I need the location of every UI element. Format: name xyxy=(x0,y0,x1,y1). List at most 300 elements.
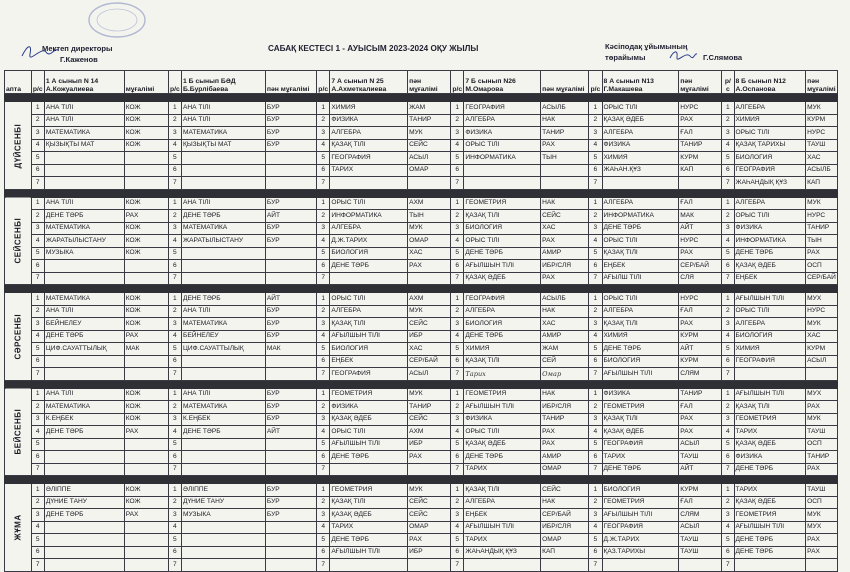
subject-cell: АЛГЕБРА xyxy=(602,197,679,210)
teacher-cell: ТЫН xyxy=(806,235,838,248)
lesson-number: 5 xyxy=(589,152,602,165)
subject-cell: МУЗЫКА xyxy=(44,247,124,260)
teacher-cell xyxy=(806,559,838,572)
subject-cell: ЖАРАТЫЛЫСТАНУ xyxy=(182,235,266,248)
teacher-cell: РАХ xyxy=(806,247,838,260)
teacher-cell: БУР xyxy=(265,496,316,509)
subject-cell: МАТЕМАТИКА xyxy=(182,222,266,235)
subject-cell xyxy=(44,355,124,368)
lesson-number: 1 xyxy=(168,197,181,210)
subject-cell: ИНФОРМАТИКА xyxy=(734,235,806,248)
lesson-number: 4 xyxy=(168,139,181,152)
teacher-cell: РАХ xyxy=(541,426,589,439)
lesson-number: 1 xyxy=(317,388,330,401)
lesson-number: 6 xyxy=(317,546,330,559)
table-row xyxy=(5,355,838,368)
teacher-cell: СЕЙС xyxy=(408,413,451,426)
lesson-number: 5 xyxy=(589,534,602,547)
table-row xyxy=(5,496,838,509)
subject-cell: ТАРИХ xyxy=(734,484,806,497)
teacher-cell: БУР xyxy=(265,114,316,127)
lesson-number: 2 xyxy=(589,496,602,509)
subject-cell: ҚАЗАҚ ӘДЕБ xyxy=(734,438,806,451)
subject-cell: ГЕОГРАФИЯ xyxy=(464,293,541,306)
lesson-number: 6 xyxy=(589,451,602,464)
table-row xyxy=(5,210,838,223)
class-header: 8 А сынып N13 Г.Макашева xyxy=(602,71,679,94)
teacher-cell xyxy=(265,546,316,559)
teacher-cell: МАК xyxy=(679,210,722,223)
day-separator xyxy=(5,94,838,102)
teacher-cell: КУРМ xyxy=(679,152,722,165)
subject-cell: ҚАЗАҚ ТІЛІ xyxy=(330,139,408,152)
lesson-number: 6 xyxy=(31,260,44,273)
subject-cell: ҚАЗАҚ ӘДЕБ xyxy=(330,413,408,426)
lesson-number: 6 xyxy=(31,164,44,177)
lesson-number: 6 xyxy=(168,355,181,368)
lesson-number: 1 xyxy=(317,293,330,306)
subject-cell: Д.Ж.ТАРИХ xyxy=(602,534,679,547)
subject-cell: Тарих xyxy=(464,368,541,381)
subject-cell xyxy=(44,177,124,190)
lesson-number: 4 xyxy=(168,521,181,534)
subject-cell: ОРЫС ТІЛІ xyxy=(734,305,806,318)
table-row xyxy=(5,451,838,464)
teacher-cell: ТАУШ xyxy=(806,484,838,497)
lesson-number: 2 xyxy=(31,210,44,223)
teacher-cell: НАК xyxy=(541,197,589,210)
day-label: ДҮЙСЕНБІ xyxy=(5,102,32,190)
teacher-cell: АМИР xyxy=(541,247,589,260)
lesson-number: 7 xyxy=(31,177,44,190)
lesson-number: 1 xyxy=(31,293,44,306)
lesson-number: 6 xyxy=(451,355,464,368)
teacher-cell: КАП xyxy=(806,177,838,190)
subject-cell: ДЕНЕ ТӘРБ xyxy=(464,330,541,343)
subject-cell xyxy=(182,559,266,572)
teacher-cell xyxy=(265,164,316,177)
subject-cell: АНА ТІЛІ xyxy=(182,102,266,115)
separator-bar xyxy=(5,189,838,197)
subject-cell: ДЕНЕ ТӘРБ xyxy=(602,343,679,356)
lesson-number: 1 xyxy=(451,293,464,306)
teacher-cell: АСЫЛ xyxy=(408,368,451,381)
subject-cell: ОРЫС ТІЛІ xyxy=(464,139,541,152)
lesson-number: 3 xyxy=(168,318,181,331)
lesson-number: 1 xyxy=(31,484,44,497)
table-row xyxy=(5,164,838,177)
teacher-cell xyxy=(124,152,168,165)
lesson-number: 3 xyxy=(589,127,602,140)
teacher-cell: МУК xyxy=(806,197,838,210)
subject-cell: ҚАЗАҚ ТІЛІ xyxy=(464,210,541,223)
teacher-cell: КОЖ xyxy=(124,413,168,426)
lesson-number: 7 xyxy=(168,177,181,190)
teacher-cell xyxy=(124,546,168,559)
subject-cell: ДЕНЕ ТӘРБ xyxy=(44,426,124,439)
subject-cell: АҒЫЛШЫН ТІЛІ xyxy=(330,546,408,559)
teacher-cell: СЕР/БАЙ xyxy=(679,260,722,273)
subject-cell xyxy=(330,177,408,190)
lesson-number: 1 xyxy=(722,197,734,210)
teacher-cell xyxy=(265,559,316,572)
subject-cell: АЛГЕБРА xyxy=(734,102,806,115)
subject-cell: АҒЫЛШЫН ТІЛІ xyxy=(330,330,408,343)
teacher-cell: КАП xyxy=(679,164,722,177)
table-row xyxy=(5,368,838,381)
teacher-cell: ТАНИР xyxy=(408,114,451,127)
teacher-cell: КОЖ xyxy=(124,496,168,509)
subject-cell: АЛГЕБРА xyxy=(602,127,679,140)
teacher-cell xyxy=(265,355,316,368)
subject-cell xyxy=(44,463,124,476)
subject-cell: БЕЙНЕЛЕУ xyxy=(182,330,266,343)
teacher-cell: БУР xyxy=(265,222,316,235)
subject-cell: ГЕОМЕТРИЯ xyxy=(464,197,541,210)
teacher-cell xyxy=(265,463,316,476)
teacher-cell: ЖАМ xyxy=(408,102,451,115)
teacher-cell: НУРС xyxy=(679,235,722,248)
subject-cell: МАТЕМАТИКА xyxy=(44,293,124,306)
subject-cell: АЛГЕБРА xyxy=(734,197,806,210)
table-row xyxy=(5,222,838,235)
teacher-cell xyxy=(265,451,316,464)
teacher-cell: ТЫН xyxy=(408,210,451,223)
lesson-number: 4 xyxy=(589,235,602,248)
subject-cell xyxy=(330,272,408,285)
lesson-number: 6 xyxy=(31,546,44,559)
teacher-cell: Омар xyxy=(541,368,589,381)
table-row xyxy=(5,534,838,547)
lesson-number: 7 xyxy=(451,177,464,190)
subject-cell: ТАРИХ xyxy=(330,164,408,177)
lesson-number: 2 xyxy=(722,401,734,414)
teacher-cell: КОЖ xyxy=(124,222,168,235)
lesson-number: 5 xyxy=(168,343,181,356)
lesson-number: 6 xyxy=(722,164,734,177)
lesson-number: 6 xyxy=(31,451,44,464)
lesson-number: 2 xyxy=(589,401,602,414)
teacher-cell: ТАНИР xyxy=(408,401,451,414)
lesson-number: 5 xyxy=(722,343,734,356)
teacher-cell xyxy=(124,521,168,534)
subject-cell xyxy=(464,559,541,572)
subject-cell xyxy=(182,451,266,464)
table-row xyxy=(5,247,838,260)
subject-cell: БИОЛОГИЯ xyxy=(330,247,408,260)
lesson-number: 5 xyxy=(317,152,330,165)
subject-cell: ЖАҺАНДЫҚ ҚҰЗ xyxy=(734,177,806,190)
teacher-cell: БУР xyxy=(265,318,316,331)
teacher-cell: ОМАР xyxy=(408,235,451,248)
lesson-number: 4 xyxy=(31,235,44,248)
lesson-number: 5 xyxy=(31,438,44,451)
lesson-number: 6 xyxy=(168,451,181,464)
subject-cell: ХИМИЯ xyxy=(464,343,541,356)
subject-cell xyxy=(182,272,266,285)
teacher-cell xyxy=(541,559,589,572)
teacher-cell: РАХ xyxy=(806,546,838,559)
lesson-number: 2 xyxy=(589,305,602,318)
subject-cell: ОРЫС ТІЛІ xyxy=(330,426,408,439)
lesson-number: 1 xyxy=(589,293,602,306)
subject-cell xyxy=(44,272,124,285)
lesson-number: 2 xyxy=(722,496,734,509)
subject-cell: МАТЕМАТИКА xyxy=(182,401,266,414)
teacher-cell: АХМ xyxy=(408,426,451,439)
subject-cell: ДЕНЕ ТӘРБ xyxy=(182,293,266,306)
subject-cell: ГЕОМЕТРИЯ xyxy=(602,401,679,414)
teacher-cell: МУК xyxy=(408,127,451,140)
lesson-number: 4 xyxy=(168,235,181,248)
lesson-number: 2 xyxy=(589,210,602,223)
table-row xyxy=(5,484,838,497)
lesson-number: 3 xyxy=(451,222,464,235)
subject-cell: БИОЛОГИЯ xyxy=(330,343,408,356)
subject-cell: ЕҢБЕК xyxy=(602,260,679,273)
teacher-cell xyxy=(265,247,316,260)
lesson-number: 7 xyxy=(168,463,181,476)
teacher-cell xyxy=(541,164,589,177)
lesson-number: 1 xyxy=(589,484,602,497)
subject-cell: ДЕНЕ ТӘРБ xyxy=(602,463,679,476)
director-name: Г.Каженов xyxy=(60,55,98,64)
subject-cell: ҚАЗАҚ ТІЛІ xyxy=(602,318,679,331)
teacher-cell: СЕР/БАЙ xyxy=(806,272,838,285)
lesson-number: 3 xyxy=(722,222,734,235)
subject-cell: ДЕНЕ ТӘРБ xyxy=(734,546,806,559)
teacher-cell xyxy=(265,177,316,190)
day-separator xyxy=(5,380,838,388)
lesson-number: 7 xyxy=(31,463,44,476)
subject-cell: АНА ТІЛІ xyxy=(182,197,266,210)
lesson-number: 1 xyxy=(168,102,181,115)
class-header: 7 А сынып N 25 А.Ахметкалиева xyxy=(330,71,408,94)
teacher-cell: РАХ xyxy=(679,413,722,426)
teacher-cell: ҒАЛ xyxy=(679,197,722,210)
teacher-cell: МУК xyxy=(806,318,838,331)
subject-cell: БИОЛОГИЯ xyxy=(464,222,541,235)
day-separator xyxy=(5,285,838,293)
lesson-number: 4 xyxy=(451,426,464,439)
separator-bar xyxy=(5,285,838,293)
lesson-number: 1 xyxy=(451,388,464,401)
lesson-number: 6 xyxy=(722,260,734,273)
subject-cell: АҒЫЛШЫН ТІЛІ xyxy=(330,438,408,451)
lesson-number: 6 xyxy=(589,355,602,368)
subject-cell: АҒЫЛШЫН ТІЛІ xyxy=(734,293,806,306)
subject-cell: АНА ТІЛІ xyxy=(44,197,124,210)
table-row xyxy=(5,509,838,522)
subject-cell: ГЕОМЕТРИЯ xyxy=(330,388,408,401)
teacher-cell xyxy=(265,438,316,451)
teacher-cell: МУК xyxy=(806,413,838,426)
subject-cell: БИОЛОГИЯ xyxy=(602,355,679,368)
subject-cell: АЛГЕБРА xyxy=(464,305,541,318)
lesson-number: 4 xyxy=(168,330,181,343)
lesson-number: 4 xyxy=(451,139,464,152)
lesson-number: 1 xyxy=(317,197,330,210)
subject-cell: ФИЗИКА xyxy=(602,388,679,401)
teacher-cell: КОЖ xyxy=(124,127,168,140)
lesson-number: 1 xyxy=(722,293,734,306)
lesson-number: 7 xyxy=(722,272,734,285)
teacher-cell: АСЫЛ xyxy=(679,521,722,534)
lesson-number: 2 xyxy=(31,496,44,509)
subject-cell: АҒЫЛШЫН ТІЛІ xyxy=(734,521,806,534)
teacher-cell xyxy=(124,438,168,451)
subject-cell: ҚАЗАҚ ӘДЕБ xyxy=(734,260,806,273)
teacher-cell xyxy=(265,272,316,285)
subject-cell xyxy=(464,164,541,177)
teacher-cell: ХАС xyxy=(806,330,838,343)
subject-cell: ХИМИЯ xyxy=(330,102,408,115)
lesson-number: 5 xyxy=(168,438,181,451)
subject-cell: ФИЗИКА xyxy=(330,114,408,127)
teacher-cell: ТАУШ xyxy=(806,139,838,152)
teacher-cell: АЙТ xyxy=(265,210,316,223)
teacher-cell: ИБР/СЛЯ xyxy=(541,521,589,534)
table-row xyxy=(5,426,838,439)
teacher-cell: НУРС xyxy=(679,293,722,306)
lesson-number: 5 xyxy=(317,438,330,451)
lesson-number: 5 xyxy=(317,247,330,260)
lesson-number: 3 xyxy=(168,222,181,235)
lesson-number: 7 xyxy=(317,368,330,381)
teacher-cell: МУК xyxy=(806,102,838,115)
subject-cell: ОРЫС ТІЛІ xyxy=(734,127,806,140)
subject-cell: АНА ТІЛІ xyxy=(182,388,266,401)
table-row xyxy=(5,197,838,210)
lesson-number: 2 xyxy=(168,305,181,318)
teacher-cell: ТАНИР xyxy=(679,388,722,401)
lesson-number: 7 xyxy=(722,559,734,572)
subject-cell: АҒЫЛШЫН ТІЛІ xyxy=(464,260,541,273)
separator-bar xyxy=(5,94,838,102)
teacher-cell: СЛЯ xyxy=(679,272,722,285)
day-header: апта xyxy=(5,71,32,94)
teacher-cell: КУРМ xyxy=(679,330,722,343)
lesson-number: 4 xyxy=(722,330,734,343)
lesson-number: 3 xyxy=(31,509,44,522)
subject-cell: ДҮНИЕ ТАНУ xyxy=(44,496,124,509)
lesson-number: 2 xyxy=(317,496,330,509)
teacher-cell: РАХ xyxy=(124,330,168,343)
class-header: 1 Б сынып БӘД Б.Бурлібаева xyxy=(182,71,266,94)
teacher-cell: КОЖ xyxy=(124,235,168,248)
lesson-number: 5 xyxy=(722,534,734,547)
teacher-cell: ОМАР xyxy=(541,463,589,476)
subject-cell xyxy=(182,260,266,273)
teacher-header: пән мұғалімі xyxy=(541,71,589,94)
subject-cell: ҚАЗАҚ ТІЛІ xyxy=(602,247,679,260)
subject-cell: Д.Ж.ТАРИХ xyxy=(330,235,408,248)
subject-cell: ҚАЗАҚ ӘДЕБ xyxy=(602,114,679,127)
lesson-number: 5 xyxy=(168,247,181,260)
teacher-cell: АСЫЛБ xyxy=(541,293,589,306)
lesson-number: 5 xyxy=(451,247,464,260)
subject-cell xyxy=(182,164,266,177)
lesson-number: 7 xyxy=(589,272,602,285)
lesson-number: 5 xyxy=(168,534,181,547)
subject-cell: АҒЫЛШ ТІЛІ xyxy=(602,272,679,285)
lesson-number: 3 xyxy=(589,222,602,235)
rs-header: р/с xyxy=(589,71,602,94)
lesson-number: 2 xyxy=(317,305,330,318)
teacher-cell xyxy=(124,272,168,285)
teacher-cell xyxy=(679,559,722,572)
lesson-number: 5 xyxy=(31,247,44,260)
lesson-number: 6 xyxy=(317,260,330,273)
lesson-number: 7 xyxy=(589,463,602,476)
teacher-cell: КОЖ xyxy=(124,102,168,115)
table-row xyxy=(5,318,838,331)
teacher-cell xyxy=(265,534,316,547)
teacher-cell: ТАНИР xyxy=(806,451,838,464)
subject-cell: ОРЫС ТІЛІ xyxy=(464,426,541,439)
subject-cell xyxy=(182,521,266,534)
subject-cell: ФИЗИКА xyxy=(734,222,806,235)
lesson-number: 7 xyxy=(317,559,330,572)
lesson-number: 7 xyxy=(31,559,44,572)
teacher-cell: СЕЙС xyxy=(408,318,451,331)
subject-cell: ЖАҺАН.ҚҰЗ xyxy=(602,164,679,177)
lesson-number: 1 xyxy=(451,484,464,497)
subject-cell: ТАРИХ xyxy=(464,463,541,476)
lesson-number: 4 xyxy=(451,235,464,248)
lesson-number: 2 xyxy=(31,305,44,318)
teacher-cell: КОЖ xyxy=(124,401,168,414)
lesson-number: 6 xyxy=(722,546,734,559)
lesson-number: 5 xyxy=(589,438,602,451)
lesson-number: 7 xyxy=(589,559,602,572)
lesson-number: 2 xyxy=(451,401,464,414)
teacher-cell: БУР xyxy=(265,484,316,497)
lesson-number: 4 xyxy=(589,139,602,152)
teacher-cell xyxy=(265,521,316,534)
schedule-table xyxy=(4,70,838,572)
teacher-cell: КОЖ xyxy=(124,318,168,331)
subject-cell: ҚАЗАҚ ӘДЕБ xyxy=(464,438,541,451)
lesson-number: 5 xyxy=(451,343,464,356)
teacher-cell: АМИР xyxy=(541,451,589,464)
subject-cell xyxy=(330,463,408,476)
teacher-cell: СЕЙС xyxy=(408,509,451,522)
table-row xyxy=(5,114,838,127)
lesson-number: 6 xyxy=(451,260,464,273)
lesson-number: 5 xyxy=(722,438,734,451)
subject-cell: ГЕОГРАФИЯ xyxy=(602,521,679,534)
teacher-cell xyxy=(541,177,589,190)
subject-cell: МАТЕМАТИКА xyxy=(182,318,266,331)
teacher-cell: АСЫЛ xyxy=(408,152,451,165)
teacher-cell: РАХ xyxy=(806,534,838,547)
subject-cell: ЕҢБЕК xyxy=(464,509,541,522)
subject-cell xyxy=(602,559,679,572)
teacher-cell: ТЫН xyxy=(541,152,589,165)
teacher-cell: КУРМ xyxy=(679,484,722,497)
subject-cell: ФИЗИКА xyxy=(464,413,541,426)
teacher-cell: КОЖ xyxy=(124,197,168,210)
lesson-number: 2 xyxy=(317,114,330,127)
subject-cell: ХИМИЯ xyxy=(734,343,806,356)
subject-cell: АНА ТІЛІ xyxy=(44,114,124,127)
lesson-number: 4 xyxy=(317,330,330,343)
subject-cell: АНА ТІЛІ xyxy=(44,305,124,318)
teacher-cell: ОСП xyxy=(806,260,838,273)
subject-cell: ДЕНЕ ТӘРБ xyxy=(464,247,541,260)
teacher-cell: КУРМ xyxy=(806,343,838,356)
